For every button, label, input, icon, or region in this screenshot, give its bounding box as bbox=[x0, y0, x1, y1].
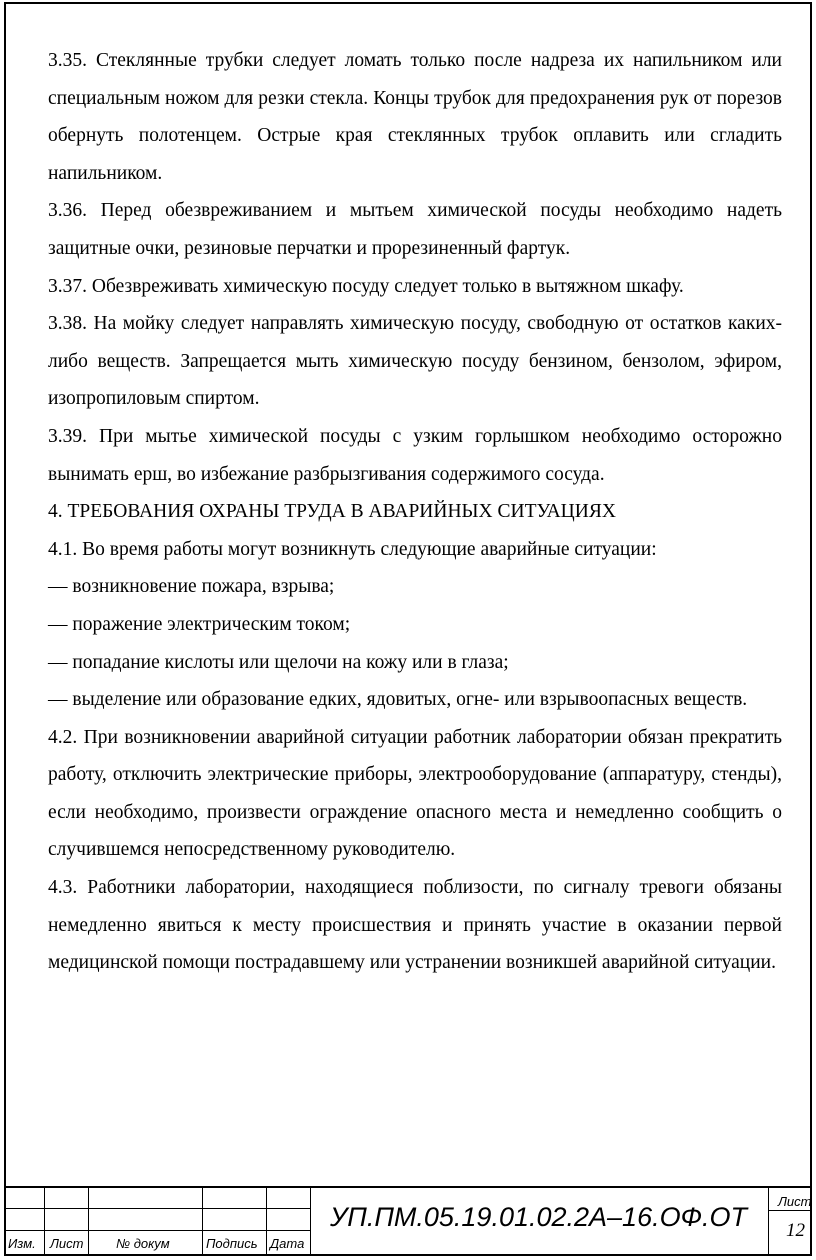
stamp-row-divider bbox=[4, 1208, 310, 1209]
document-code: УП.ПМ.05.19.01.02.2А–16.ОФ.ОТ bbox=[330, 1202, 748, 1232]
stamp-label-izm: Изм. bbox=[8, 1236, 36, 1251]
stamp-col-divider bbox=[266, 1188, 267, 1256]
list-item: — попадание кислоты или щелочи на кожу или в глаза; bbox=[48, 651, 509, 673]
stamp-col-divider bbox=[88, 1188, 89, 1256]
sheet-number: 12 bbox=[786, 1220, 805, 1241]
stamp-col-divider bbox=[768, 1188, 769, 1256]
stamp-col-divider bbox=[202, 1188, 203, 1256]
paragraph-3-37: 3.37. Обезвреживать химическую посуду следует только в вытяжном шкафу. bbox=[48, 275, 684, 297]
stamp-row-divider bbox=[4, 1230, 310, 1231]
paragraph-4-1: 4.1. Во время работы могут возникнуть следующие аварийные ситуации: bbox=[48, 538, 657, 560]
paragraph-4-3: 4.3. Работники лаборатории, находящиеся поблизости, по сигналу тревоги обязаны немедленно явиться к месту происшествия и принять участие в оказании первой медицинской помощи пострадавшему или устранении возникшей аварийной ситуации. bbox=[48, 877, 782, 974]
list-item: — поражение электрическим током; bbox=[48, 613, 351, 635]
sheet-row-divider bbox=[768, 1210, 812, 1211]
stamp-label-list: Лист bbox=[50, 1236, 84, 1251]
paragraph-3-36: 3.36. Перед обезвреживанием и мытьем химической посуды необходимо надеть защитные очки, резиновые перчатки и прорезиненный фартук. bbox=[48, 200, 782, 259]
stamp-col-divider bbox=[310, 1188, 311, 1256]
paragraph-4-2: 4.2. При возникновении аварийной ситуации работник лаборатории обязан прекратить работу, отключить электрические приборы, электрооборудование (аппаратуру, стенды), если необходимо, произвести ограждение опасного места и немедленно сообщить о случившемся непосредственному руководителю. bbox=[48, 726, 782, 861]
stamp-col-divider bbox=[44, 1188, 45, 1256]
sheet-label: Лист bbox=[778, 1194, 812, 1209]
list-item: — выделение или образование едких, ядовитых, огне- или взрывоопасных веществ. bbox=[48, 689, 748, 711]
list-item: — возникновение пожара, взрыва; bbox=[48, 576, 335, 598]
stamp-label-signature: Подпись bbox=[206, 1236, 258, 1251]
document-body bbox=[48, 42, 782, 982]
stamp-label-date: Дата bbox=[270, 1236, 305, 1251]
paragraph-3-39: 3.39. При мытье химической посуды с узким горлышком необходимо осторожно вынимать ерш, во избежание разбрызгивания содержимого сосуда. bbox=[48, 425, 782, 485]
paragraph-3-35: 3.35. Стеклянные трубки следует ломать только после надреза их напильником или специальным ножом для резки стекла. Концы трубок для предохранения рук от порезов обернуть полотенцем. Острые края стеклянных трубок оплавить или сгладить напильником. bbox=[48, 50, 782, 184]
section-heading-4: 4. ТРЕБОВАНИЯ ОХРАНЫ ТРУДА В АВАРИЙНЫХ СИТУАЦИЯХ bbox=[48, 501, 616, 523]
paragraph-3-38: 3.38. На мойку следует направлять химическую посуду, свободную от остатков каких-либо веществ. Запрещается мыть химическую посуду бензином, бензолом, эфиром, изопропиловым спиртом. bbox=[48, 313, 782, 410]
title-block bbox=[4, 1186, 812, 1256]
stamp-label-doc-no: № докум bbox=[116, 1236, 170, 1251]
